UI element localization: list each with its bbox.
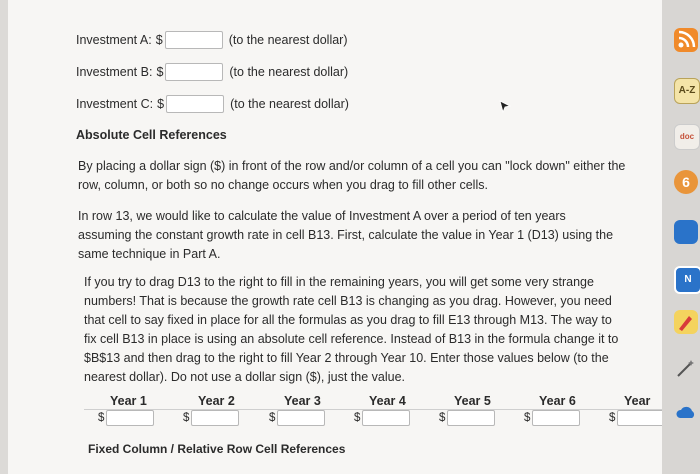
year-1-currency: $ — [98, 412, 105, 424]
investment-c-input[interactable] — [166, 95, 224, 113]
year-2-input[interactable] — [191, 410, 239, 426]
investment-a-input[interactable] — [165, 31, 223, 49]
year-7-label: Year — [624, 394, 651, 408]
rss-app-icon[interactable] — [674, 28, 698, 52]
investment-b-row — [76, 61, 348, 83]
year-3-label: Year 3 — [284, 394, 321, 408]
year-3-input[interactable] — [277, 410, 325, 426]
year-1-label: Year 1 — [110, 394, 147, 408]
year-7-input[interactable] — [617, 410, 665, 426]
year-4-currency: $ — [354, 412, 361, 424]
section-heading: Absolute Cell References — [76, 128, 227, 142]
pencil-icon[interactable] — [674, 310, 698, 334]
refresh-circle-icon[interactable]: 6 — [674, 170, 698, 194]
year-1-input[interactable] — [106, 410, 154, 426]
year-7-currency: $ — [609, 412, 616, 424]
docs-icon[interactable]: doc — [674, 124, 700, 150]
year-2-label: Year 2 — [198, 394, 235, 408]
paragraph-2: In row 13, we would like to calculate the value of Investment A over a period of ten years assuming the constant growth rate in cell B13. First, calculate the value in Year 1 (D13) using the same technique in Part A. — [78, 209, 614, 261]
year-5-label: Year 5 — [454, 394, 491, 408]
investment-b-input[interactable] — [165, 63, 223, 81]
investment-b-label: Investment B: — [76, 65, 153, 79]
year-1-cell — [98, 410, 154, 426]
magic-wand-icon[interactable] — [674, 356, 698, 380]
year-6-input[interactable] — [532, 410, 580, 426]
investment-a-row — [76, 29, 348, 51]
page-left-edge — [0, 0, 8, 474]
investment-c-row — [76, 93, 349, 115]
investment-c-currency: $ — [157, 97, 165, 111]
investment-a-currency: $ — [155, 33, 163, 47]
year-4-cell — [354, 410, 410, 426]
year-values-table — [84, 390, 664, 430]
year-4-label: Year 4 — [369, 394, 406, 408]
year-4-input[interactable] — [362, 410, 410, 426]
year-3-cell — [269, 410, 325, 426]
news-icon[interactable]: N — [674, 266, 700, 294]
blue-panel-icon[interactable] — [674, 220, 698, 244]
year-3-currency: $ — [269, 412, 276, 424]
footer-section-heading: Fixed Column / Relative Row Cell References — [88, 442, 346, 456]
paragraph-1: By placing a dollar sign ($) in front of the row and/or column of a cell you can "lock down" either the row, column, or both so no change occurs when you drag to fill other cells. — [78, 159, 626, 192]
year-5-input[interactable] — [447, 410, 495, 426]
paragraph-3: If you try to drag D13 to the right to fill in the remaining years, you will get some very strange numbers! That is because the growth rate cell B13 is changing as you drag. However, you need that cell to say fixed in place for all the formulas as you drag to fill E13 through M13. The way to fix cell B13 in place is using an absolute cell reference. Instead of B13 in the formula change it to $B$13 and then drag to the right to fill Year 2 through Year 10. Enter those values below (to the nearest dollar). Do not use a dollar sign ($), just the value. — [84, 275, 619, 384]
investment-c-hint: (to the nearest dollar) — [230, 97, 349, 111]
mouse-pointer-icon — [498, 100, 512, 114]
text-size-icon[interactable]: A-Z — [674, 78, 700, 104]
year-2-currency: $ — [183, 412, 190, 424]
year-6-currency: $ — [524, 412, 531, 424]
year-5-cell — [439, 410, 495, 426]
investment-a-hint: (to the nearest dollar) — [228, 33, 348, 47]
year-6-label: Year 6 — [539, 394, 576, 408]
investment-c-label: Investment C: — [76, 97, 154, 111]
investment-b-hint: (to the nearest dollar) — [229, 65, 349, 79]
year-6-cell — [524, 410, 580, 426]
year-7-cell — [609, 410, 665, 426]
year-5-currency: $ — [439, 412, 446, 424]
year-2-cell — [183, 410, 239, 426]
cloud-icon[interactable] — [674, 400, 698, 424]
right-dock — [662, 0, 700, 474]
investment-b-currency: $ — [156, 65, 164, 79]
investment-a-label: Investment A: — [76, 33, 152, 47]
